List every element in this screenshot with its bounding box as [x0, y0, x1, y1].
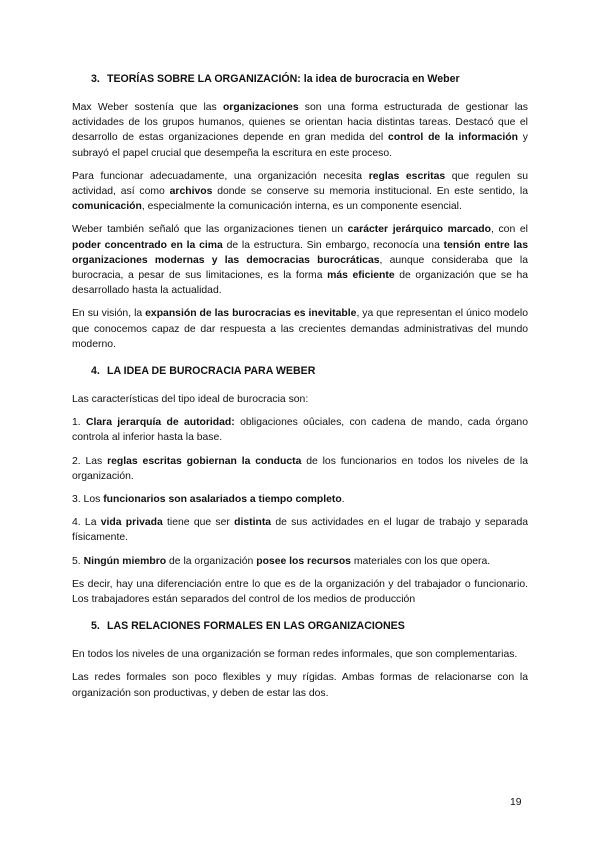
- bold-text: funcionarios son asalariados a tiempo completo: [103, 494, 342, 506]
- paragraph: [72, 515, 528, 545]
- text-run: Weber también señaló que las organizaciones tienen un: [72, 224, 348, 236]
- bold-text: expansión de las burocracias es inevitable: [145, 308, 357, 320]
- paragraph: [72, 670, 528, 700]
- section-title: TEORÍAS SOBRE LA ORGANIZACIÓN: la idea de burocracia en Weber: [107, 73, 460, 85]
- bold-text: más eficiente: [327, 270, 395, 282]
- paragraph: [72, 554, 528, 569]
- text-run: , ya que representan el único modelo que conocemos capaz de dar respuesta a las crecientes demandas administrativas del mundo moderno.: [72, 308, 528, 350]
- paragraph: [72, 577, 528, 607]
- bold-text: Clara jerarquía de autoridad:: [85, 417, 235, 429]
- section-number: 5.: [91, 620, 100, 633]
- bold-text: distinta: [234, 517, 272, 529]
- bold-text: posee los recursos: [256, 555, 351, 567]
- section-heading: [91, 619, 528, 633]
- paragraph: [72, 100, 528, 161]
- text-run: de sus actividades en el lugar de trabajo y separada físicamente.: [72, 517, 528, 544]
- paragraph: [72, 169, 528, 215]
- section-heading: [91, 72, 528, 86]
- text-run: que regulen su actividad, así como: [72, 170, 528, 198]
- text-run: En su visión, la: [72, 308, 146, 320]
- text-run: de la estructura. Sin embargo, reconocía una: [222, 239, 444, 251]
- paragraph: [72, 392, 528, 407]
- bold-text: tensión entre las organizaciones modernas y las democracias burocráticas: [72, 239, 528, 266]
- bold-text: reglas escritas gobiernan la conducta: [107, 455, 302, 467]
- text-run: de los funcionarios en todos los niveles de la organización.: [72, 455, 528, 482]
- text-run: materiales con los que opera.: [350, 555, 491, 567]
- section-number: 4.: [91, 365, 100, 378]
- text-run: 2. Las: [72, 455, 108, 467]
- paragraph: [72, 647, 528, 662]
- text-run: Las redes formales son poco flexibles y muy rígidas. Ambas formas de relacionarse con la organización son productivas, y deben de estar las dos.: [72, 672, 528, 699]
- text-run: , con el: [490, 224, 528, 236]
- text-run: son una forma estructurada de gestionar las actividades de los grupos humanos, quienes se orientan hacia distintas tareas. Destacó que el desarrollo de estas organizaciones depende en gran medida del: [72, 102, 528, 144]
- text-run: Es decir, hay una diferenciación entre lo que es de la organización y del trabajador o funcionario. Los trabajadores están separados del control de los medios de producción: [72, 578, 528, 606]
- paragraph: [72, 454, 528, 484]
- section-title: LAS RELACIONES FORMALES EN LAS ORGANIZACIONES: [107, 620, 405, 633]
- text-run: tiene que ser: [162, 517, 235, 529]
- text-run: Las características del tipo ideal de burocracia son:: [72, 394, 309, 406]
- paragraph: [72, 222, 528, 298]
- bold-text: control de la información: [388, 132, 518, 144]
- bold-text: organizaciones: [222, 102, 299, 113]
- section-title: LA IDEA DE BUROCRACIA PARA WEBER: [107, 365, 316, 378]
- document-page: [72, 72, 528, 709]
- bold-text: comunicación: [72, 201, 142, 213]
- text-run: de la organización: [166, 555, 257, 567]
- bold-text: Ningún miembro: [83, 555, 167, 567]
- bold-text: poder concentrado en la cima: [72, 239, 223, 251]
- section-number: 3.: [91, 73, 100, 85]
- text-run: 4. La: [72, 517, 101, 529]
- text-run: de organización que se ha desarrollado hasta la actualidad.: [72, 270, 529, 297]
- bold-text: vida privada: [100, 517, 163, 529]
- text-run: 1.: [72, 417, 86, 429]
- text-run: En todos los niveles de una organización se forman redes informales, que son complementarias.: [72, 649, 518, 661]
- text-run: .: [341, 494, 345, 506]
- page-number: 19: [510, 797, 522, 808]
- text-run: y subrayó el papel crucial que desempeña la escritura en este proceso.: [72, 132, 528, 159]
- bold-text: reglas escritas: [368, 170, 446, 182]
- bold-text: archivos: [169, 186, 213, 198]
- paragraph: [72, 415, 528, 445]
- text-run: Max Weber sostenía que las: [72, 102, 223, 113]
- text-run: , aunque consideraba que la burocracia, a pesar de sus limitaciones, es la forma: [72, 254, 528, 282]
- text-run: 5.: [72, 555, 84, 567]
- section-heading: [91, 364, 528, 378]
- text-run: obligaciones oûciales, con cadena de mando, cada órgano controla al inferior hasta la base.: [72, 417, 528, 444]
- text-run: donde se conserve su memoria institucional. En este sentido, la: [212, 186, 528, 198]
- text-run: , especialmente la comunicación interna, es un componente esencial.: [141, 201, 462, 213]
- text-run: Para funcionar adecuadamente, una organización necesita: [72, 170, 369, 182]
- text-run: 3. Los: [72, 494, 104, 506]
- paragraph: [72, 306, 528, 352]
- bold-text: carácter jerárquico marcado: [347, 224, 491, 236]
- paragraph: [72, 492, 528, 507]
